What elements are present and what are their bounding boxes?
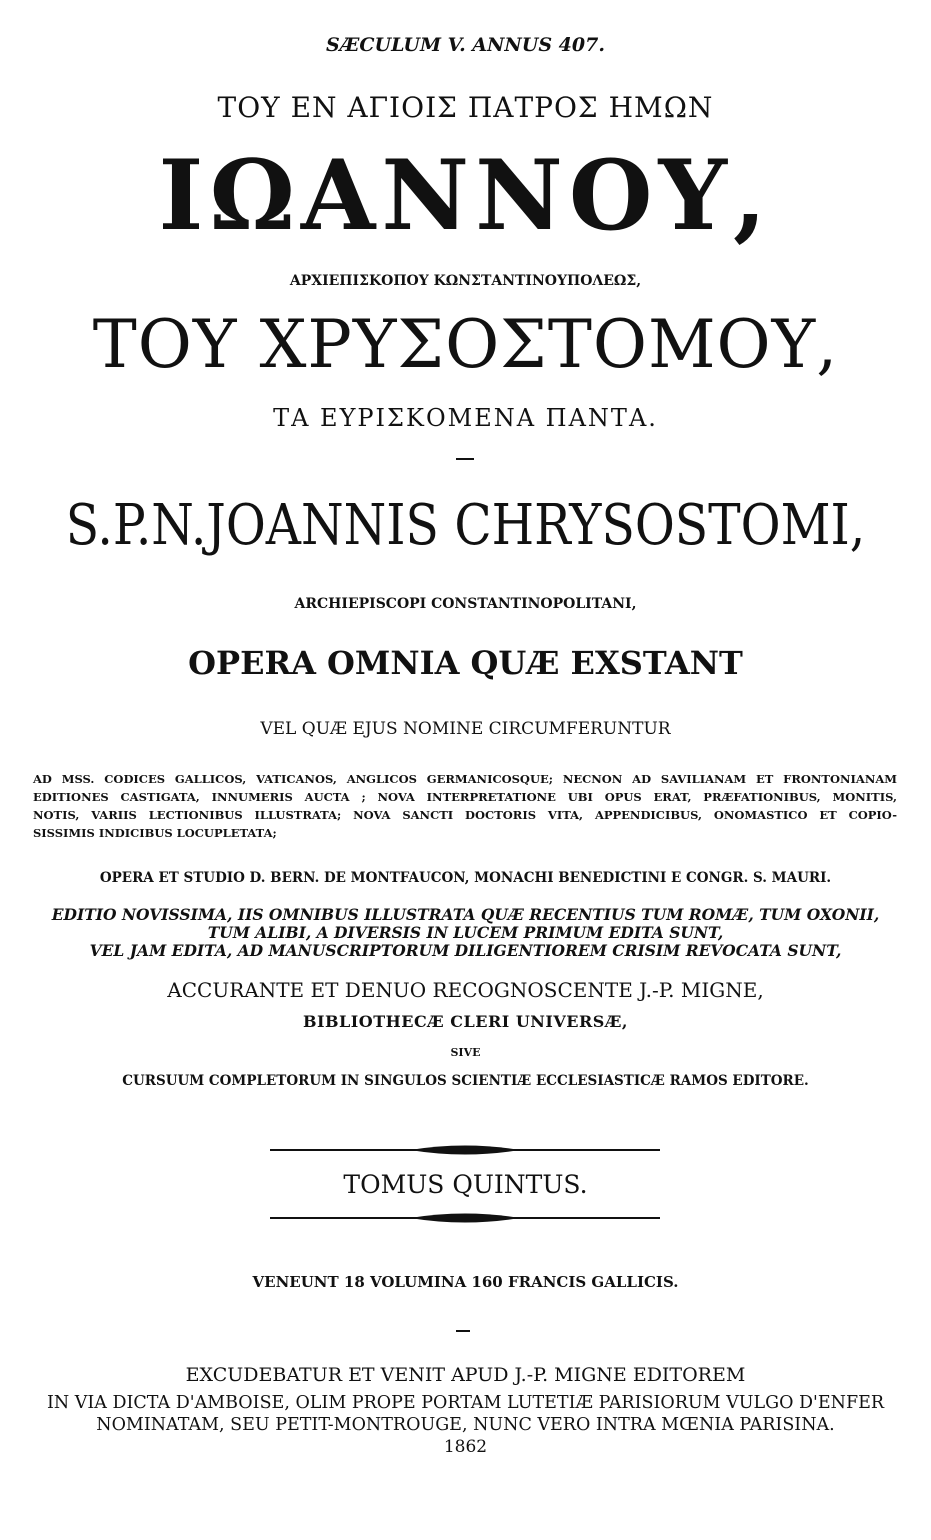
latin-archbishop: ARCHIEPISCOPI CONSTANTINOPOLITANI, (294, 596, 637, 612)
ad-mss-line: AD MSS. CODICES GALLICOS, VATICANOS, ANGLICOS GERMANICOSQUE; NECNON AD SAVILIANAM ET FRONTONIANAM (33, 772, 897, 786)
opera-omnia-title: OPERA OMNIA QUÆ EXSTANT (188, 644, 743, 682)
ornamental-rule-top (270, 1143, 660, 1157)
in-via-line: IN VIA DICTA D'AMBOISE, OLIM PROPE PORTAM LUTETIÆ PARISIORUM VULGO D'ENFER (46, 1393, 885, 1413)
cursuum-line: CURSUUM COMPLETORUM IN SINGULOS SCIENTIÆ ECCLESIASTICÆ RAMOS EDITORE. (122, 1073, 809, 1089)
greek-heading: ΤΟΥ ΕΝ ΑΓΙΟΙΣ ΠΑΤΡΟΣ ΗΜΩΝ (217, 91, 714, 124)
greek-archbishop: ΑΡΧΙΕΠΙΣΚΟΠΟΥ ΚΩΝΣΤΑΝΤΙΝΟΥΠΟΛΕΩΣ, (289, 273, 642, 289)
greek-name-title: ΙΩΑΝΝΟΥ, (158, 139, 773, 252)
ad-mss-paragraph (33, 774, 897, 846)
tomus-line: TOMUS QUINTUS. (343, 1170, 588, 1199)
year-line: 1862 (443, 1437, 488, 1457)
nominatam-line: NOMINATAM, SEU PETIT-MONTROUGE, NUNC VERO INTRA MŒNIA PARISINA. (96, 1415, 835, 1435)
veneunt-line: VENEUNT 18 VOLUMINA 160 FRANCIS GALLICIS. (252, 1273, 679, 1291)
editio-line: EDITIO NOVISSIMA, IIS OMNIBUS ILLUSTRATA QUÆ RECENTIUS TUM ROMÆ, TUM OXONII, (51, 905, 880, 924)
bibliothecae-line: BIBLIOTHECÆ CLERI UNIVERSÆ, (303, 1012, 628, 1031)
latin-name-title: S.P.N.JOANNIS CHRYSOSTOMI, (65, 493, 866, 558)
opera-studio-line: OPERA ET STUDIO D. BERN. DE MONTFAUCON, MONACHI BENEDICTINI E CONGR. S. MAURI. (99, 870, 832, 886)
editio-line: TUM ALIBI, A DIVERSIS IN LUCEM PRIMUM EDITA SUNT, (207, 923, 724, 942)
accurante-line: ACCURANTE ET DENUO RECOGNOSCENTE J.-P. MIGNE, (167, 978, 764, 1002)
greek-chrysostom-title: ΤΟΥ ΧΡΥΣΟΣΤΟΜΟΥ, (92, 306, 839, 383)
saeculum-line: SÆCULUM V. ANNUS 407. (326, 34, 605, 56)
ad-mss-line: SISSIMIS INDICIBUS LOCUPLETATA; (33, 826, 277, 840)
separator-dash-lower (456, 1330, 470, 1332)
vel-quae-line: VEL QUÆ EJUS NOMINE CIRCUMFERUNTUR (260, 719, 671, 739)
ad-mss-line: EDITIONES CASTIGATA, INNUMERIS AUCTA ; NOVA INTERPRETATIONE UBI OPUS ERAT, PRÆFATIONIBUS, MONITIS, (33, 790, 897, 804)
ornamental-rule-bottom (270, 1211, 660, 1225)
separator-dash (456, 458, 474, 460)
excudebatur-line: EXCUDEBATUR ET VENIT APUD J.-P. MIGNE EDITOREM (185, 1364, 746, 1386)
sive-line: SIVE (450, 1046, 481, 1059)
greek-works-line: ΤΑ ΕΥΡΙΣΚΟΜΕΝΑ ΠΑΝΤΑ. (273, 404, 658, 432)
ad-mss-line: NOTIS, VARIIS LECTIONIBUS ILLUSTRATA; NOVA SANCTI DOCTORIS VITA, APPENDICIBUS, ONOMASTICO ET COPIO- (33, 808, 897, 822)
editio-line: VEL JAM EDITA, AD MANUSCRIPTORUM DILIGENTIOREM CRISIM REVOCATA SUNT, (89, 941, 842, 960)
